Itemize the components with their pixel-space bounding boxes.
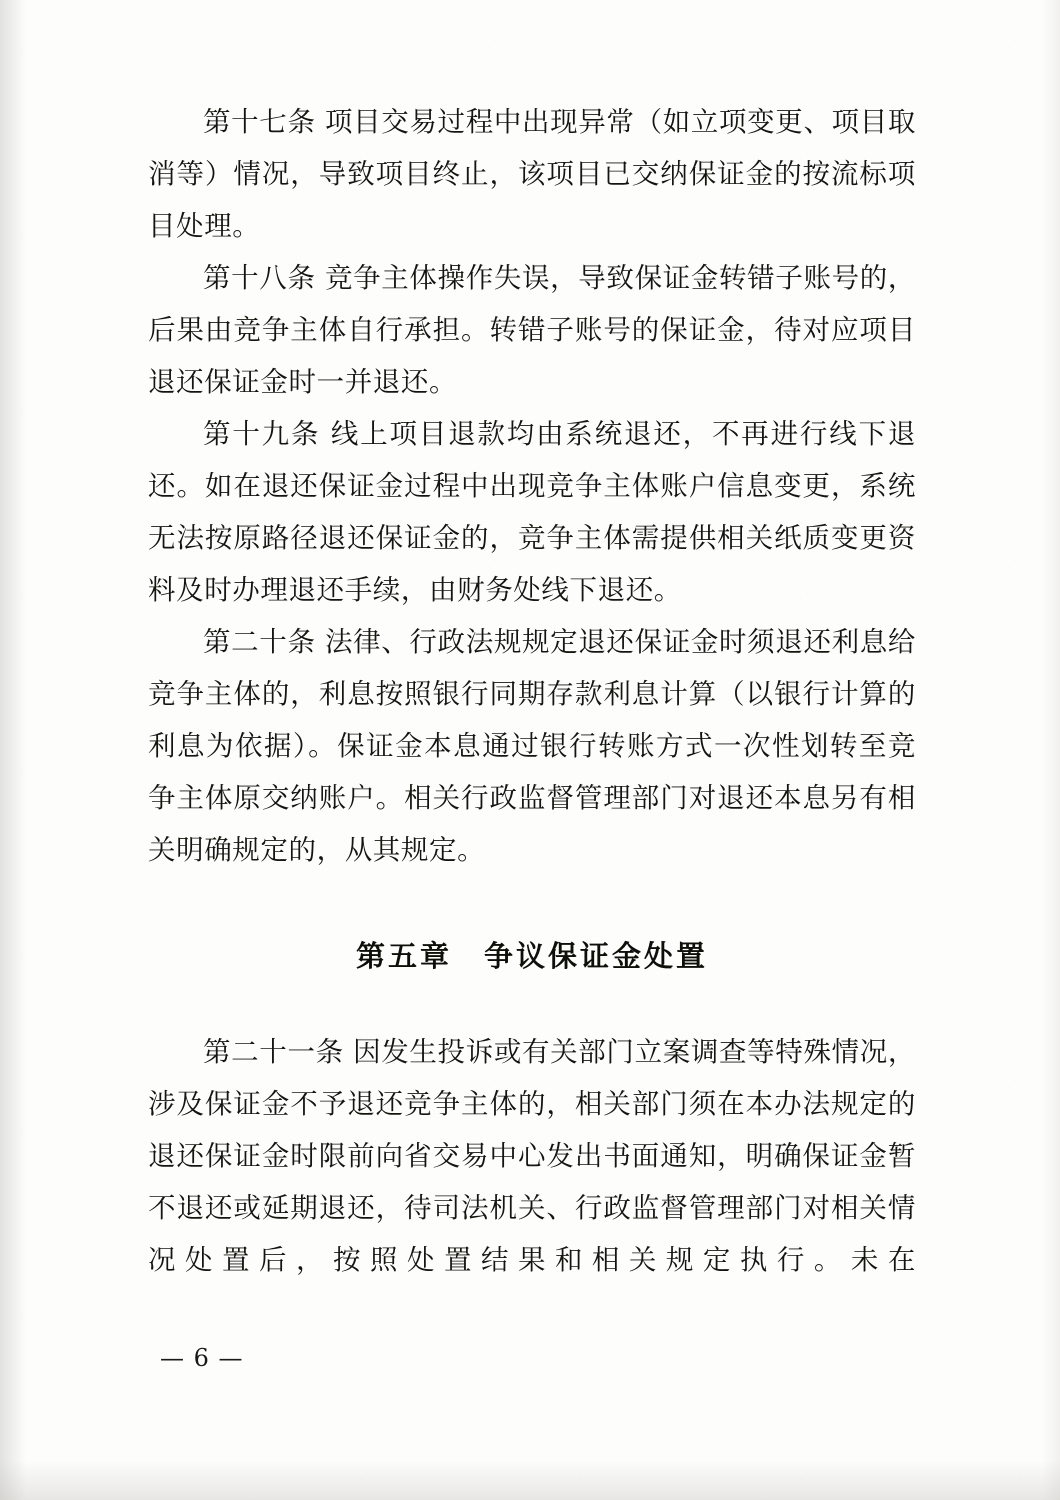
paragraph-article-21: 第二十一条 因发生投诉或有关部门立案调查等特殊情况，涉及保证金不予退还竞争主体的，相关部门须在本办法规定的退还保证金时限前向省交易中心发出书面通知，明确保证金暂不退还或延期退还，待司法机关、行政监督管理部门对相关情况处置后，按照处置结果和相关规定执行。未在 bbox=[148, 1036, 916, 1276]
paragraph-article-20: 第二十条 法律、行政法规规定退还保证金时须退还利息给竞争主体的，利息按照银行同期存款利息计算（以银行计算的利息为依据）。保证金本息通过银行转账方式一次性划转至竞争主体原交纳账户。相关行政监督管理部门对退还本息另有相关明确规定的，从其规定。 bbox=[148, 626, 916, 866]
paragraph-article-17: 第十七条 项目交易过程中出现异常（如立项变更、项目取消等）情况，导致项目终止，该项目已交纳保证金的按流标项目处理。 bbox=[148, 106, 916, 242]
page-edge-shadow-bottom bbox=[0, 1460, 1060, 1500]
paragraph-article-19: 第十九条 线上项目退款均由系统退还，不再进行线下退还。如在退还保证金过程中出现竞争主体账户信息变更，系统无法按原路径退还保证金的，竞争主体需提供相关纸质变更资料及时办理退还手续，由财务处线下退还。 bbox=[148, 418, 916, 606]
page-number: — 6 — bbox=[160, 1344, 244, 1372]
page-edge-shadow-left bbox=[0, 0, 26, 1500]
page-edge-shadow-right bbox=[1042, 0, 1060, 1500]
document-body bbox=[148, 96, 916, 1286]
paragraph-article-18: 第十八条 竞争主体操作失误，导致保证金转错子账号的，后果由竞争主体自行承担。转错子账号的保证金，待对应项目退还保证金时一并退还。 bbox=[148, 262, 916, 398]
chapter-heading: 第五章 争议保证金处置 bbox=[355, 939, 708, 973]
